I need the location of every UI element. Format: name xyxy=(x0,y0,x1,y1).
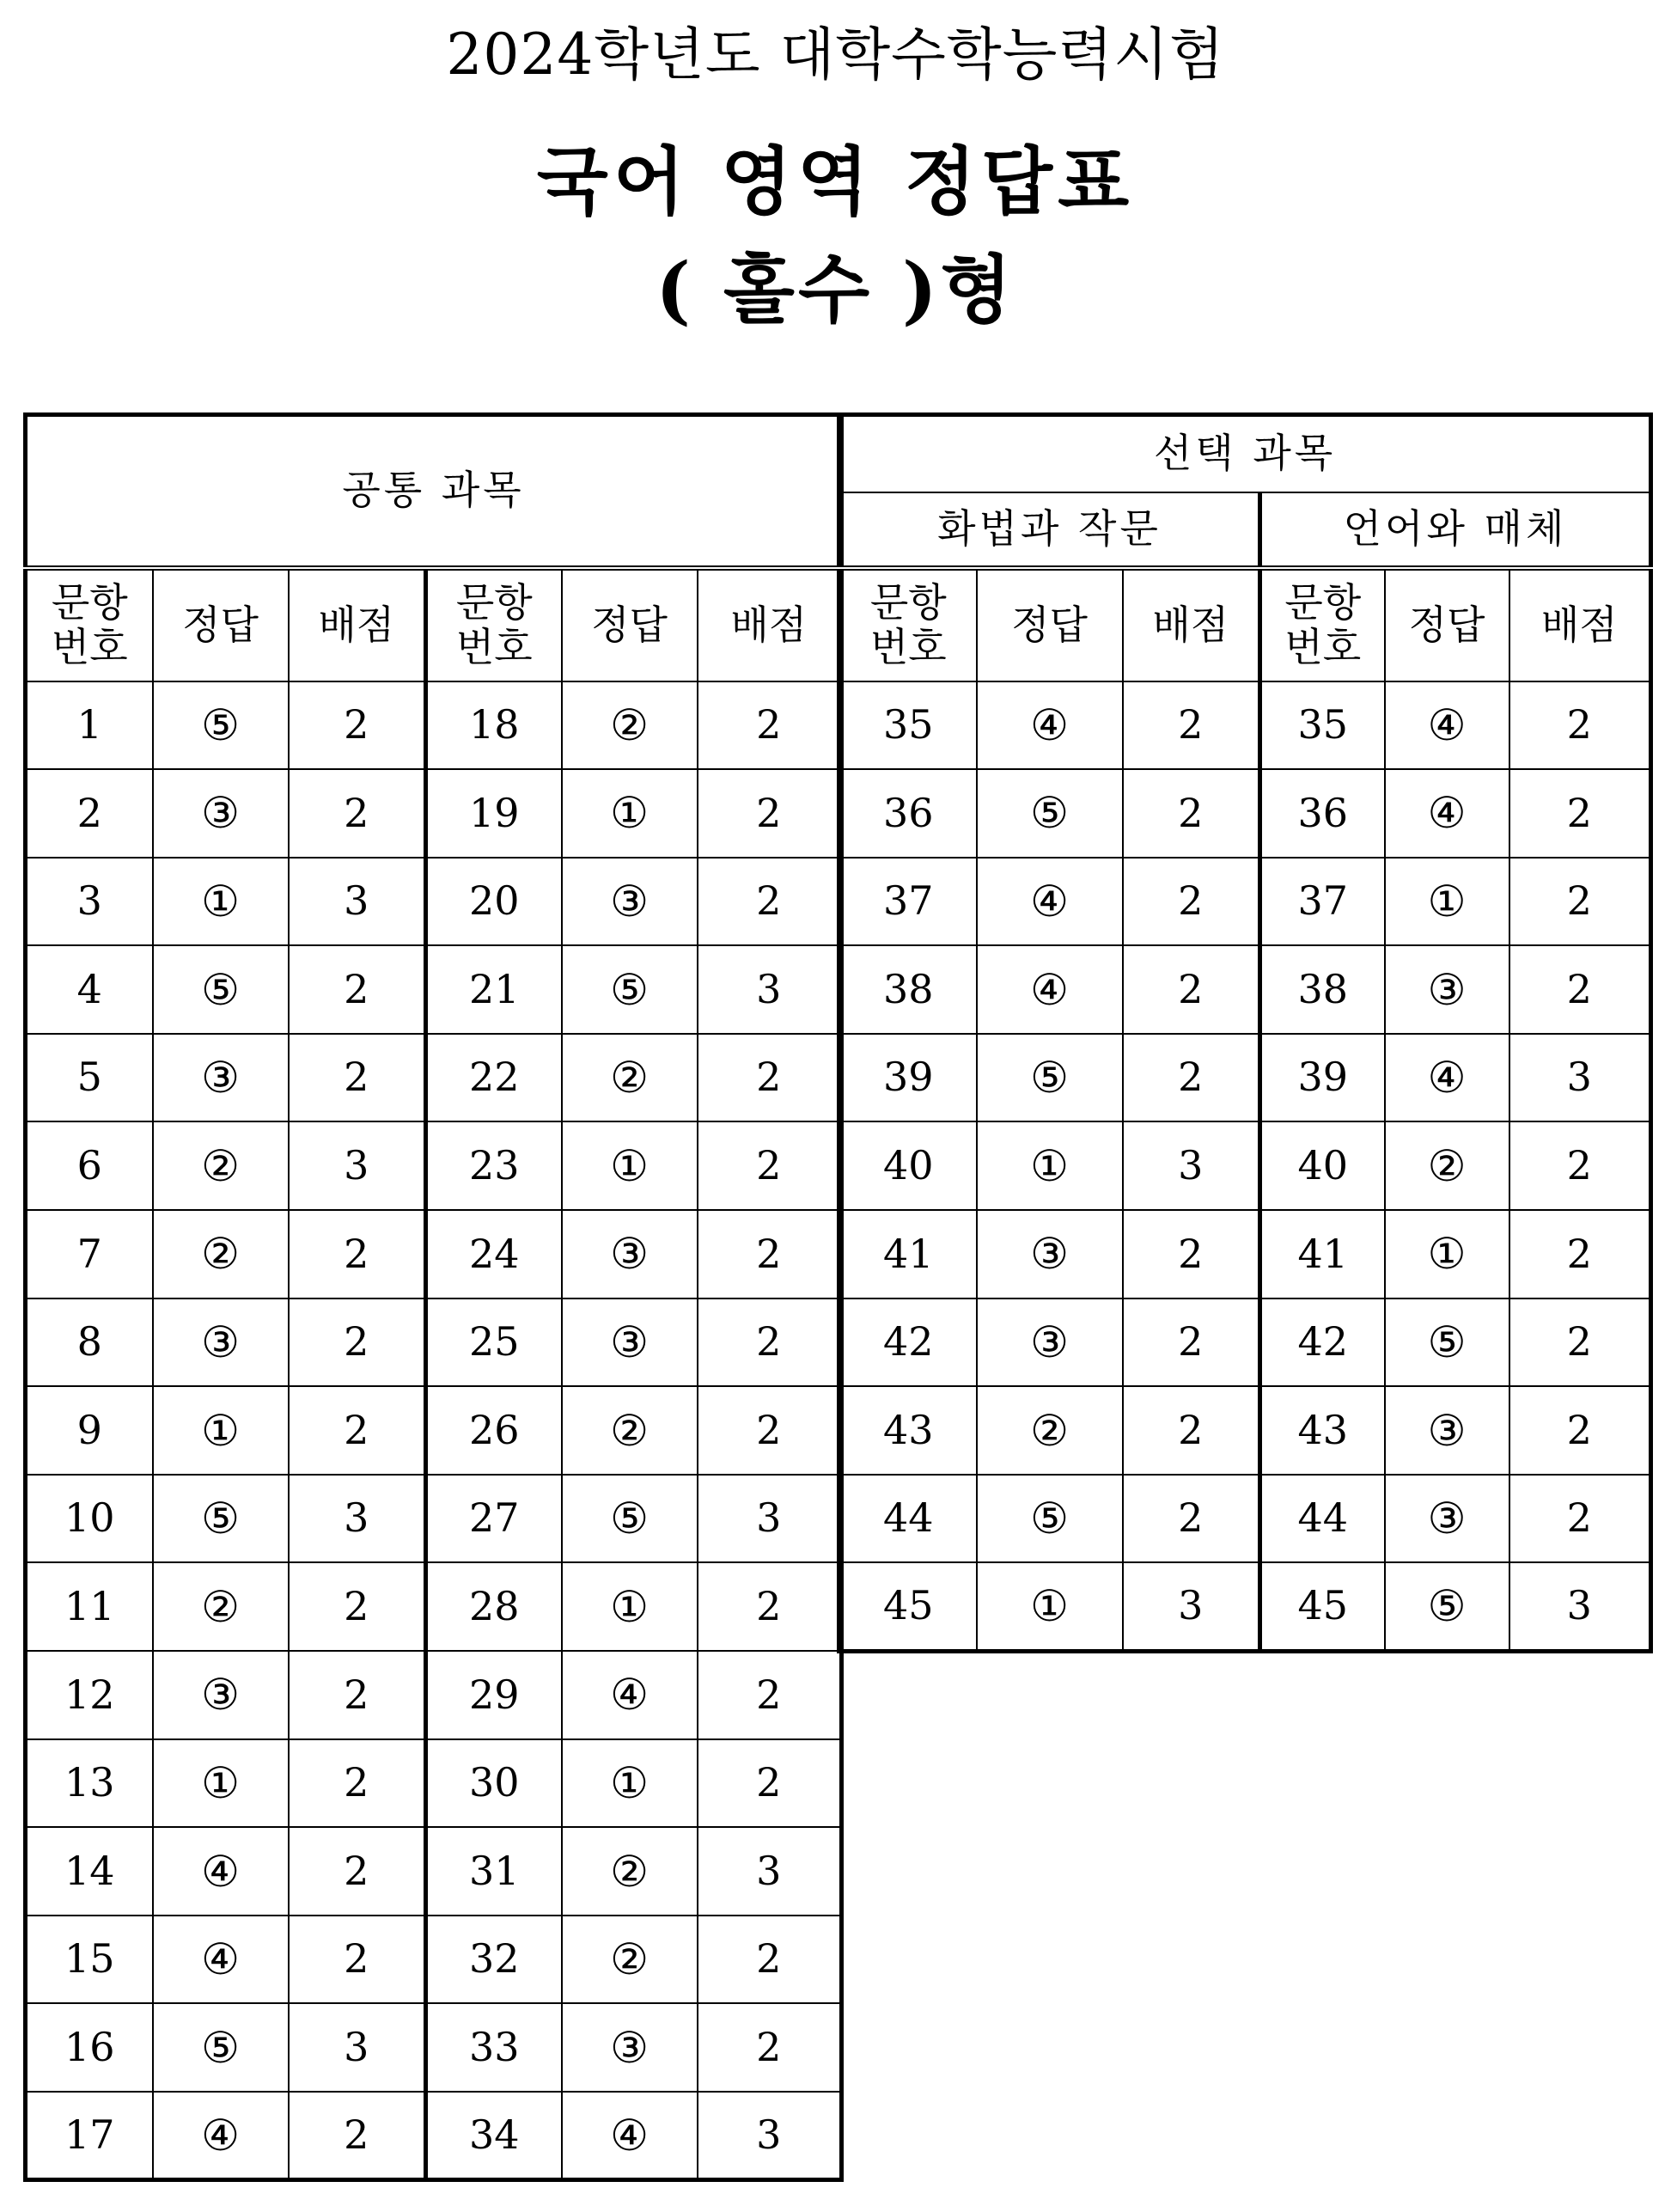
question-number: 39 xyxy=(1260,1034,1385,1122)
answer-choice: ② xyxy=(977,1386,1123,1475)
col-header-number: 문항 번호 xyxy=(426,568,562,681)
score-value: 3 xyxy=(289,1121,426,1210)
score-value: 2 xyxy=(698,769,842,858)
question-number: 41 xyxy=(1260,1210,1385,1298)
score-value: 2 xyxy=(698,2003,842,2092)
answer-choice: ③ xyxy=(977,1210,1123,1298)
elective-section-title: 선택 과목 xyxy=(839,415,1651,492)
question-number: 8 xyxy=(26,1298,153,1387)
score-value: 3 xyxy=(289,858,426,946)
score-value: 2 xyxy=(1509,681,1651,770)
col-header-number: 문항 번호 xyxy=(1260,568,1385,681)
question-number: 23 xyxy=(426,1121,562,1210)
answer-choice: ④ xyxy=(977,681,1123,770)
score-value: 2 xyxy=(698,1386,842,1475)
answer-choice: ② xyxy=(562,1916,698,2004)
answer-choice: ③ xyxy=(153,1034,289,1122)
col-header-score: 배점 xyxy=(289,568,426,681)
score-value: 2 xyxy=(1509,1210,1651,1298)
answer-choice: ① xyxy=(153,1386,289,1475)
answer-choice: ① xyxy=(562,1562,698,1651)
answer-choice: ② xyxy=(153,1121,289,1210)
question-number: 6 xyxy=(26,1121,153,1210)
score-value: 2 xyxy=(289,1298,426,1387)
score-value: 2 xyxy=(1509,858,1651,946)
exam-title: 2024학년도 대학수학능력시험 xyxy=(446,21,1225,88)
question-number: 22 xyxy=(426,1034,562,1122)
question-number: 45 xyxy=(839,1562,977,1651)
table-row xyxy=(839,1386,1651,1475)
answer-choice: ④ xyxy=(153,1827,289,1916)
score-value: 3 xyxy=(698,945,842,1034)
table-row xyxy=(26,1386,842,1475)
table-row xyxy=(839,769,1651,858)
score-value: 2 xyxy=(1509,1475,1651,1563)
score-value: 2 xyxy=(698,1121,842,1210)
question-number: 30 xyxy=(426,1739,562,1828)
answer-choice: ① xyxy=(153,1739,289,1828)
answer-choice: ⑤ xyxy=(977,1034,1123,1122)
question-number: 42 xyxy=(1260,1298,1385,1387)
table-row xyxy=(26,1034,842,1122)
score-value: 2 xyxy=(1123,1210,1260,1298)
question-number: 44 xyxy=(839,1475,977,1563)
score-value: 2 xyxy=(1123,1298,1260,1387)
answer-choice: ⑤ xyxy=(1385,1298,1509,1387)
col-header-number: 문항 번호 xyxy=(26,568,153,681)
answer-choice: ③ xyxy=(153,769,289,858)
answer-choice: ② xyxy=(1385,1121,1509,1210)
question-number: 40 xyxy=(1260,1121,1385,1210)
answer-choice: ⑤ xyxy=(977,769,1123,858)
answer-choice: ② xyxy=(153,1210,289,1298)
table-row xyxy=(26,1916,842,2004)
score-value: 3 xyxy=(698,2092,842,2180)
score-value: 2 xyxy=(289,1562,426,1651)
common-answer-table xyxy=(23,412,844,2182)
table-row xyxy=(26,1739,842,1828)
score-value: 2 xyxy=(289,1916,426,2004)
question-number: 43 xyxy=(839,1386,977,1475)
table-row xyxy=(26,945,842,1034)
question-number: 20 xyxy=(426,858,562,946)
score-value: 3 xyxy=(1123,1562,1260,1651)
table-row xyxy=(26,2003,842,2092)
question-number: 32 xyxy=(426,1916,562,2004)
answer-choice: ③ xyxy=(562,858,698,946)
score-value: 2 xyxy=(289,681,426,770)
question-number: 44 xyxy=(1260,1475,1385,1563)
answer-choice: ③ xyxy=(1385,1386,1509,1475)
answer-choice: ③ xyxy=(562,1298,698,1387)
question-number: 1 xyxy=(26,681,153,770)
question-number: 12 xyxy=(26,1651,153,1739)
answer-choice: ③ xyxy=(977,1298,1123,1387)
answer-choice: ② xyxy=(562,681,698,770)
question-number: 35 xyxy=(1260,681,1385,770)
question-number: 43 xyxy=(1260,1386,1385,1475)
question-number: 42 xyxy=(839,1298,977,1387)
question-number: 18 xyxy=(426,681,562,770)
table-row xyxy=(839,681,1651,770)
question-number: 16 xyxy=(26,2003,153,2092)
score-value: 2 xyxy=(1509,945,1651,1034)
answer-choice: ① xyxy=(562,769,698,858)
table-row xyxy=(26,1121,842,1210)
answer-choice: ⑤ xyxy=(977,1475,1123,1563)
answer-choice: ④ xyxy=(562,2092,698,2180)
score-value: 2 xyxy=(289,1651,426,1739)
answer-choice: ② xyxy=(562,1386,698,1475)
question-number: 9 xyxy=(26,1386,153,1475)
answer-choice: ④ xyxy=(562,1651,698,1739)
answer-choice: ④ xyxy=(1385,1034,1509,1122)
language-media-title: 언어와 매체 xyxy=(1260,492,1651,568)
question-number: 29 xyxy=(426,1651,562,1739)
question-number: 25 xyxy=(426,1298,562,1387)
answer-choice: ⑤ xyxy=(562,1475,698,1563)
question-number: 11 xyxy=(26,1562,153,1651)
score-value: 2 xyxy=(1123,1034,1260,1122)
question-number: 14 xyxy=(26,1827,153,1916)
score-value: 2 xyxy=(698,681,842,770)
score-value: 2 xyxy=(1509,769,1651,858)
question-number: 45 xyxy=(1260,1562,1385,1651)
answer-choice: ④ xyxy=(977,945,1123,1034)
table-row xyxy=(839,858,1651,946)
question-number: 34 xyxy=(426,2092,562,2180)
answer-choice: ① xyxy=(562,1739,698,1828)
exam-type-label: ( 홀수 )형 xyxy=(656,247,1015,333)
answer-choice: ⑤ xyxy=(153,945,289,1034)
score-value: 2 xyxy=(289,945,426,1034)
answer-choice: ① xyxy=(562,1121,698,1210)
answer-choice: ② xyxy=(153,1562,289,1651)
score-value: 3 xyxy=(289,1475,426,1563)
col-header-score: 배점 xyxy=(1123,568,1260,681)
table-row xyxy=(26,1827,842,1916)
score-value: 2 xyxy=(698,1210,842,1298)
answer-choice: ⑤ xyxy=(153,1475,289,1563)
table-row xyxy=(26,858,842,946)
answer-choice: ④ xyxy=(153,1916,289,2004)
score-value: 2 xyxy=(289,1739,426,1828)
question-number: 19 xyxy=(426,769,562,858)
score-value: 2 xyxy=(1123,945,1260,1034)
question-number: 31 xyxy=(426,1827,562,1916)
answer-choice: ③ xyxy=(1385,1475,1509,1563)
table-row xyxy=(839,1562,1651,1651)
score-value: 2 xyxy=(289,1210,426,1298)
question-number: 15 xyxy=(26,1916,153,2004)
score-value: 3 xyxy=(698,1475,842,1563)
common-section-title: 공통 과목 xyxy=(26,415,842,568)
score-value: 2 xyxy=(289,1034,426,1122)
score-value: 2 xyxy=(698,1298,842,1387)
answer-choice: ③ xyxy=(562,1210,698,1298)
question-number: 37 xyxy=(1260,858,1385,946)
question-number: 3 xyxy=(26,858,153,946)
question-number: 38 xyxy=(839,945,977,1034)
score-value: 3 xyxy=(1123,1121,1260,1210)
table-row xyxy=(26,1298,842,1387)
answer-choice: ③ xyxy=(153,1651,289,1739)
score-value: 2 xyxy=(289,769,426,858)
question-number: 26 xyxy=(426,1386,562,1475)
table-row xyxy=(839,1475,1651,1563)
question-number: 33 xyxy=(426,2003,562,2092)
question-number: 40 xyxy=(839,1121,977,1210)
answer-choice: ⑤ xyxy=(153,2003,289,2092)
answer-choice: ③ xyxy=(562,2003,698,2092)
answer-choice: ⑤ xyxy=(562,945,698,1034)
score-value: 2 xyxy=(289,2092,426,2180)
answer-choice: ① xyxy=(977,1121,1123,1210)
question-number: 36 xyxy=(839,769,977,858)
score-value: 2 xyxy=(698,1034,842,1122)
question-number: 21 xyxy=(426,945,562,1034)
answer-choice: ① xyxy=(1385,1210,1509,1298)
answer-choice: ④ xyxy=(1385,769,1509,858)
question-number: 2 xyxy=(26,769,153,858)
question-number: 36 xyxy=(1260,769,1385,858)
col-header-answer: 정답 xyxy=(1385,568,1509,681)
question-number: 28 xyxy=(426,1562,562,1651)
answer-choice: ③ xyxy=(153,1298,289,1387)
col-header-score: 배점 xyxy=(698,568,842,681)
score-value: 2 xyxy=(289,1386,426,1475)
score-value: 2 xyxy=(698,1651,842,1739)
question-number: 37 xyxy=(839,858,977,946)
table-row xyxy=(839,945,1651,1034)
table-row xyxy=(839,1034,1651,1122)
table-row xyxy=(26,681,842,770)
col-header-answer: 정답 xyxy=(977,568,1123,681)
answer-choice: ① xyxy=(153,858,289,946)
table-row xyxy=(26,769,842,858)
score-value: 3 xyxy=(698,1827,842,1916)
table-row xyxy=(26,1562,842,1651)
col-header-answer: 정답 xyxy=(153,568,289,681)
score-value: 2 xyxy=(1123,681,1260,770)
question-number: 4 xyxy=(26,945,153,1034)
table-row xyxy=(26,2092,842,2180)
table-row xyxy=(26,1210,842,1298)
table-row xyxy=(26,1651,842,1739)
answer-choice: ① xyxy=(1385,858,1509,946)
question-number: 7 xyxy=(26,1210,153,1298)
score-value: 2 xyxy=(698,1562,842,1651)
elective-answer-table xyxy=(837,412,1653,1653)
answer-choice: ③ xyxy=(1385,945,1509,1034)
table-row xyxy=(839,1210,1651,1298)
col-header-answer: 정답 xyxy=(562,568,698,681)
answer-choice: ④ xyxy=(1385,681,1509,770)
subject-title: 국어 영역 정답표 xyxy=(536,138,1135,225)
answer-choice: ④ xyxy=(977,858,1123,946)
question-number: 38 xyxy=(1260,945,1385,1034)
question-number: 10 xyxy=(26,1475,153,1563)
score-value: 2 xyxy=(1123,858,1260,946)
score-value: 2 xyxy=(1509,1386,1651,1475)
score-value: 2 xyxy=(1123,1386,1260,1475)
score-value: 2 xyxy=(1123,1475,1260,1563)
question-number: 24 xyxy=(426,1210,562,1298)
col-header-number: 문항 번호 xyxy=(839,568,977,681)
question-number: 17 xyxy=(26,2092,153,2180)
question-number: 39 xyxy=(839,1034,977,1122)
speech-writing-title: 화법과 작문 xyxy=(839,492,1260,568)
answer-choice: ② xyxy=(562,1827,698,1916)
score-value: 2 xyxy=(698,1739,842,1828)
score-value: 2 xyxy=(698,1916,842,2004)
score-value: 3 xyxy=(1509,1034,1651,1122)
score-value: 2 xyxy=(289,1827,426,1916)
question-number: 35 xyxy=(839,681,977,770)
answer-choice: ① xyxy=(977,1562,1123,1651)
table-row xyxy=(26,1475,842,1563)
col-header-score: 배점 xyxy=(1509,568,1651,681)
score-value: 2 xyxy=(1509,1121,1651,1210)
score-value: 2 xyxy=(1509,1298,1651,1387)
question-number: 41 xyxy=(839,1210,977,1298)
answer-choice: ⑤ xyxy=(1385,1562,1509,1651)
question-number: 27 xyxy=(426,1475,562,1563)
table-row xyxy=(839,1298,1651,1387)
answer-choice: ② xyxy=(562,1034,698,1122)
answer-choice: ⑤ xyxy=(153,681,289,770)
table-row xyxy=(839,1121,1651,1210)
score-value: 3 xyxy=(1509,1562,1651,1651)
question-number: 5 xyxy=(26,1034,153,1122)
score-value: 3 xyxy=(289,2003,426,2092)
question-number: 13 xyxy=(26,1739,153,1828)
score-value: 2 xyxy=(1123,769,1260,858)
answer-choice: ④ xyxy=(153,2092,289,2180)
score-value: 2 xyxy=(698,858,842,946)
